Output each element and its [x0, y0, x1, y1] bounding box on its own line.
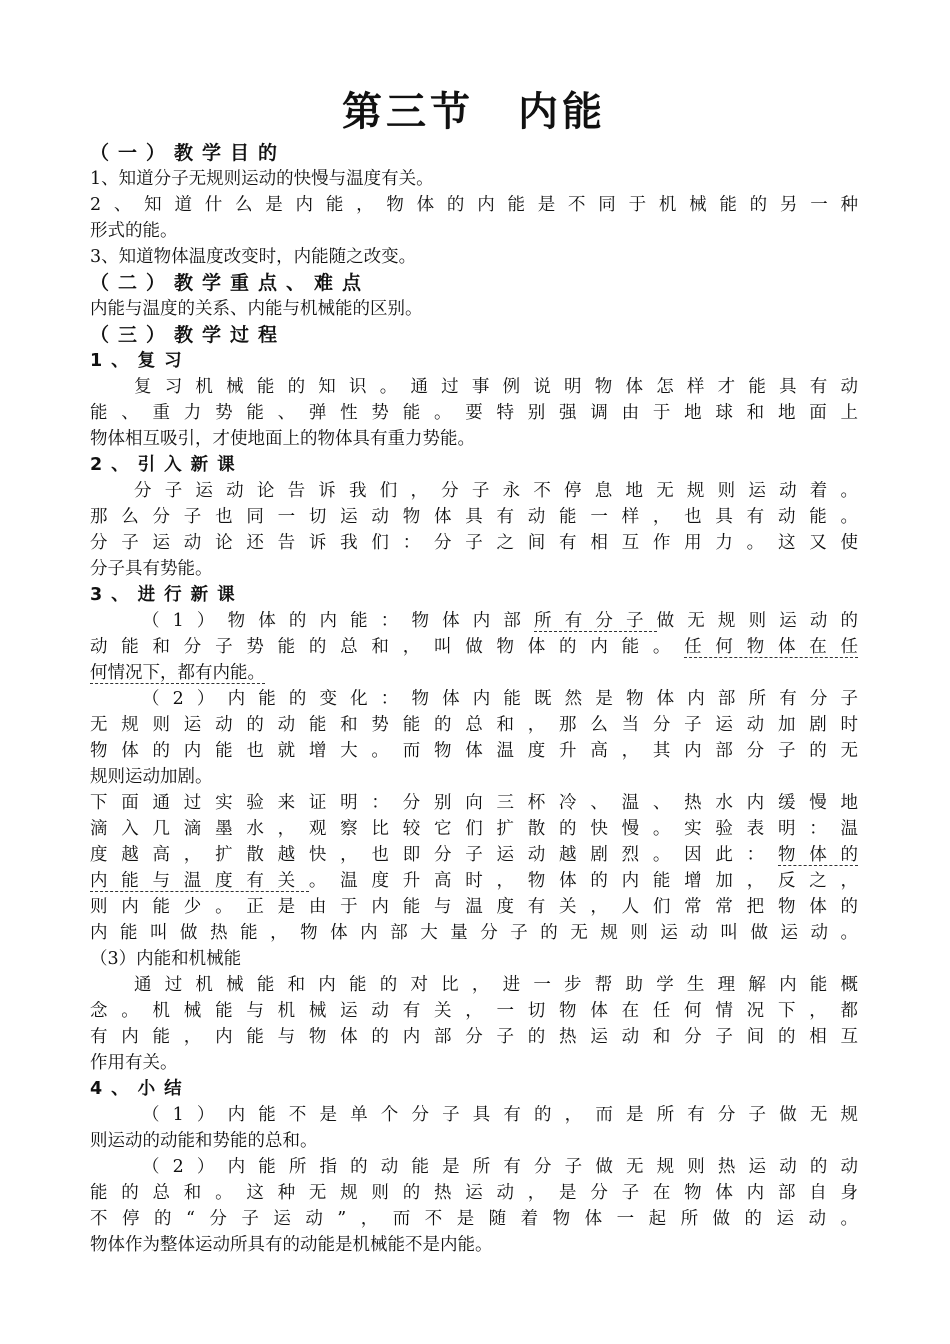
- paragraph-line: [90, 660, 858, 686]
- paragraph-line: [90, 842, 858, 868]
- paragraph-line: 内能与温度的关系、内能与机械能的区别。: [90, 299, 423, 319]
- paragraph-line: 念。机械能与机械运动有关，一切物体在任何情况下，都: [90, 1001, 858, 1021]
- paragraph-line: 能的总和。这种无规则的热运动，是分子在物体内部自身: [90, 1183, 858, 1203]
- paragraph-line: 则内能少。正是由于内能与温度有关，人们常常把物体的: [90, 897, 858, 917]
- text-run: 度越高，扩散越快，也即分子运动越剧烈。因此：: [90, 845, 778, 865]
- text-run: （1）物体的内能：物体内部: [142, 611, 535, 631]
- text-run: 动能和分子势能的总和，叫做物体的内能。: [90, 637, 685, 657]
- subsection-heading-internal-mechanical: （3）内能和机械能: [90, 949, 242, 969]
- paragraph-line: 能、重力势能、弹性势能。要特别强调由于地球和地面上: [90, 403, 858, 423]
- paragraph-line: 复习机械能的知识。通过事例说明物体怎样才能具有动: [134, 377, 858, 397]
- paragraph-line: 滴入几滴墨水，观察比较它们扩散的快慢。实验表明：温: [90, 819, 858, 839]
- paragraph-line: 形式的能。: [90, 221, 178, 241]
- underlined-text: 任何物体在任: [684, 637, 859, 657]
- paragraph-line: 内能叫做热能，物体内部大量分子的无规则运动叫做运动。: [90, 923, 858, 943]
- paragraph-line: 作用有关。: [90, 1053, 178, 1073]
- underlined-text: 内能与温度有关: [90, 871, 309, 891]
- paragraph-line: 那么分子也同一切运动物体具有动能一样，也具有动能。: [90, 507, 858, 527]
- paragraph-line: （2）内能所指的动能是所有分子做无规则热运动的动: [142, 1157, 858, 1177]
- paragraph-line: （2）内能的变化：物体内能既然是物体内部所有分子: [142, 689, 858, 709]
- subsection-heading-intro: 2、引入新课: [90, 455, 244, 475]
- text-run: 。温度升高时，物体的内能增加，反之，: [308, 871, 859, 891]
- paragraph-line: 通过机械能和内能的对比，进一步帮助学生理解内能概: [134, 975, 858, 995]
- subsection-heading-review: 1、复习: [90, 351, 191, 371]
- paragraph-line: [90, 608, 858, 634]
- paragraph-line: （1）内能不是单个分子具有的，而是所有分子做无规: [142, 1105, 858, 1125]
- paragraph-line: 分子运动论还告诉我们：分子之间有相互作用力。这又使: [90, 533, 858, 553]
- section-heading-objectives: （一）教学目的: [90, 142, 287, 164]
- paragraph-line: [90, 634, 858, 660]
- paragraph-line: 物体作为整体运动所具有的动能是机械能不是内能。: [90, 1235, 493, 1255]
- paragraph-line: 则运动的动能和势能的总和。: [90, 1131, 318, 1151]
- section-heading-key-points: （二）教学重点、难点: [90, 272, 371, 294]
- text-run: 做无规则运动的: [656, 611, 859, 631]
- page-title: 第三节 内能: [342, 89, 606, 135]
- underlined-text: 何情况下，都有内能。: [90, 663, 265, 683]
- paragraph-line: 无规则运动的动能和势能的总和，那么当分子运动加剧时: [90, 715, 858, 735]
- paragraph-line: 不停的“分子运动”，而不是随着物体一起所做的运动。: [90, 1209, 858, 1229]
- paragraph-line: [90, 868, 858, 894]
- underlined-text: 物体的: [777, 845, 859, 865]
- paragraph-line: 物体相互吸引，才使地面上的物体具有重力势能。: [90, 429, 475, 449]
- paragraph-line: 分子运动论告诉我们，分子永不停息地无规则运动着。: [134, 481, 858, 501]
- paragraph-line: 规则运动加剧。: [90, 767, 213, 787]
- paragraph-line: 1、知道分子无规则运动的快慢与温度有关。: [90, 169, 434, 189]
- paragraph-line: 分子具有势能。: [90, 559, 213, 579]
- paragraph-line: 物体的内能也就增大。而物体温度升高，其内部分子的无: [90, 741, 858, 761]
- paragraph-line: 3、知道物体温度改变时，内能随之改变。: [90, 247, 417, 267]
- underlined-text: 所有分子: [534, 611, 657, 631]
- section-heading-process: （三）教学过程: [90, 324, 287, 346]
- subsection-heading-summary: 4、小结: [90, 1079, 191, 1099]
- paragraph-line: 有内能，内能与物体的内部分子的热运动和分子间的相互: [90, 1027, 858, 1047]
- subsection-heading-new-lesson: 3、进行新课: [90, 585, 244, 605]
- paragraph-line: 2、知道什么是内能，物体的内能是不同于机械能的另一种: [90, 195, 858, 215]
- paragraph-line: 下面通过实验来证明：分别向三杯冷、温、热水内缓慢地: [90, 793, 858, 813]
